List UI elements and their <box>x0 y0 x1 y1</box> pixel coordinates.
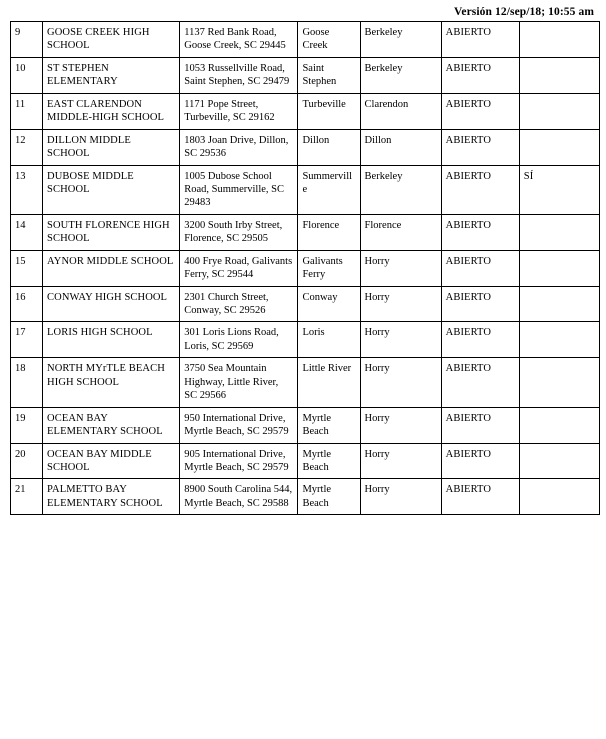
table-row <box>11 93 600 129</box>
school-address: 1171 Pope Street, Turbeville, SC 29162 <box>180 93 298 129</box>
school-name: AYNOR MIDDLE SCHOOL <box>43 250 180 286</box>
school-status: ABIERTO <box>441 165 519 214</box>
school-name: NORTH MYrTLE BEACH HIGH SCHOOL <box>43 358 180 407</box>
table-row <box>11 479 600 515</box>
school-county: Florence <box>360 214 441 250</box>
school-name: OCEAN BAY MIDDLE SCHOOL <box>43 443 180 479</box>
school-city: Galivants Ferry <box>298 250 360 286</box>
school-county: Berkeley <box>360 165 441 214</box>
table-row <box>11 407 600 443</box>
school-status: ABIERTO <box>441 286 519 322</box>
table-row <box>11 129 600 165</box>
school-name: SOUTH FLORENCE HIGH SCHOOL <box>43 214 180 250</box>
school-city: Conway <box>298 286 360 322</box>
school-address: 400 Frye Road, Galivants Ferry, SC 29544 <box>180 250 298 286</box>
school-city: Myrtle Beach <box>298 407 360 443</box>
document-version-header: Versión 12/sep/18; 10:55 am <box>454 6 594 18</box>
school-name: DILLON MIDDLE SCHOOL <box>43 129 180 165</box>
school-extra-flag <box>519 22 599 58</box>
school-status: ABIERTO <box>441 250 519 286</box>
school-status: ABIERTO <box>441 443 519 479</box>
row-number: 14 <box>11 214 43 250</box>
school-county: Clarendon <box>360 93 441 129</box>
school-address: 1005 Dubose School Road, Summerville, SC 29483 <box>180 165 298 214</box>
school-extra-flag <box>519 479 599 515</box>
school-extra-flag <box>519 57 599 93</box>
table-row <box>11 250 600 286</box>
table-row <box>11 322 600 358</box>
school-extra-flag <box>519 93 599 129</box>
school-city: Turbeville <box>298 93 360 129</box>
school-county: Horry <box>360 250 441 286</box>
school-status: ABIERTO <box>441 358 519 407</box>
row-number: 16 <box>11 286 43 322</box>
school-name: OCEAN BAY ELEMENTARY SCHOOL <box>43 407 180 443</box>
row-number: 10 <box>11 57 43 93</box>
row-number: 12 <box>11 129 43 165</box>
school-city: Little River <box>298 358 360 407</box>
school-city: Florence <box>298 214 360 250</box>
school-county: Berkeley <box>360 22 441 58</box>
school-county: Horry <box>360 358 441 407</box>
school-status: ABIERTO <box>441 214 519 250</box>
row-number: 11 <box>11 93 43 129</box>
school-status: ABIERTO <box>441 57 519 93</box>
school-name: ST STEPHEN ELEMENTARY <box>43 57 180 93</box>
school-status: ABIERTO <box>441 22 519 58</box>
school-address: 2301 Church Street, Conway, SC 29526 <box>180 286 298 322</box>
school-extra-flag <box>519 250 599 286</box>
school-address: 3750 Sea Mountain Highway, Little River, SC 29566 <box>180 358 298 407</box>
school-city: Dillon <box>298 129 360 165</box>
school-extra-flag <box>519 129 599 165</box>
table-row <box>11 214 600 250</box>
school-county: Dillon <box>360 129 441 165</box>
table-row <box>11 22 600 58</box>
row-number: 18 <box>11 358 43 407</box>
schools-table <box>10 21 600 515</box>
school-name: DUBOSE MIDDLE SCHOOL <box>43 165 180 214</box>
table-row <box>11 358 600 407</box>
school-county: Horry <box>360 407 441 443</box>
row-number: 13 <box>11 165 43 214</box>
row-number: 17 <box>11 322 43 358</box>
table-row <box>11 57 600 93</box>
table-row <box>11 165 600 214</box>
school-county: Horry <box>360 286 441 322</box>
school-county: Horry <box>360 322 441 358</box>
school-address: 1053 Russellville Road, Saint Stephen, SC 29479 <box>180 57 298 93</box>
school-extra-flag <box>519 322 599 358</box>
school-city: Summerville <box>298 165 360 214</box>
school-extra-flag <box>519 286 599 322</box>
school-city: Saint Stephen <box>298 57 360 93</box>
school-county: Berkeley <box>360 57 441 93</box>
row-number: 21 <box>11 479 43 515</box>
schools-table-body <box>11 22 600 515</box>
school-address: 8900 South Carolina 544, Myrtle Beach, SC 29588 <box>180 479 298 515</box>
school-address: 3200 South Irby Street, Florence, SC 29505 <box>180 214 298 250</box>
row-number: 19 <box>11 407 43 443</box>
school-name: GOOSE CREEK HIGH SCHOOL <box>43 22 180 58</box>
school-status: ABIERTO <box>441 129 519 165</box>
school-name: CONWAY HIGH SCHOOL <box>43 286 180 322</box>
school-status: ABIERTO <box>441 322 519 358</box>
table-row <box>11 286 600 322</box>
school-status: ABIERTO <box>441 93 519 129</box>
row-number: 9 <box>11 22 43 58</box>
school-address: 1137 Red Bank Road, Goose Creek, SC 29445 <box>180 22 298 58</box>
school-address: 1803 Joan Drive, Dillon, SC 29536 <box>180 129 298 165</box>
school-county: Horry <box>360 443 441 479</box>
school-county: Horry <box>360 479 441 515</box>
school-extra-flag <box>519 358 599 407</box>
school-address: 301 Loris Lions Road, Loris, SC 29569 <box>180 322 298 358</box>
school-extra-flag <box>519 443 599 479</box>
school-extra-flag <box>519 214 599 250</box>
school-city: Myrtle Beach <box>298 443 360 479</box>
school-extra-flag <box>519 407 599 443</box>
school-address: 950 International Drive, Myrtle Beach, SC 29579 <box>180 407 298 443</box>
school-name: EAST CLARENDON MIDDLE-HIGH SCHOOL <box>43 93 180 129</box>
row-number: 20 <box>11 443 43 479</box>
school-city: Myrtle Beach <box>298 479 360 515</box>
school-city: Loris <box>298 322 360 358</box>
school-address: 905 International Drive, Myrtle Beach, SC 29579 <box>180 443 298 479</box>
school-name: PALMETTO BAY ELEMENTARY SCHOOL <box>43 479 180 515</box>
school-name: LORIS HIGH SCHOOL <box>43 322 180 358</box>
school-extra-flag: SÍ <box>519 165 599 214</box>
school-status: ABIERTO <box>441 479 519 515</box>
school-city: Goose Creek <box>298 22 360 58</box>
school-status: ABIERTO <box>441 407 519 443</box>
table-row <box>11 443 600 479</box>
row-number: 15 <box>11 250 43 286</box>
